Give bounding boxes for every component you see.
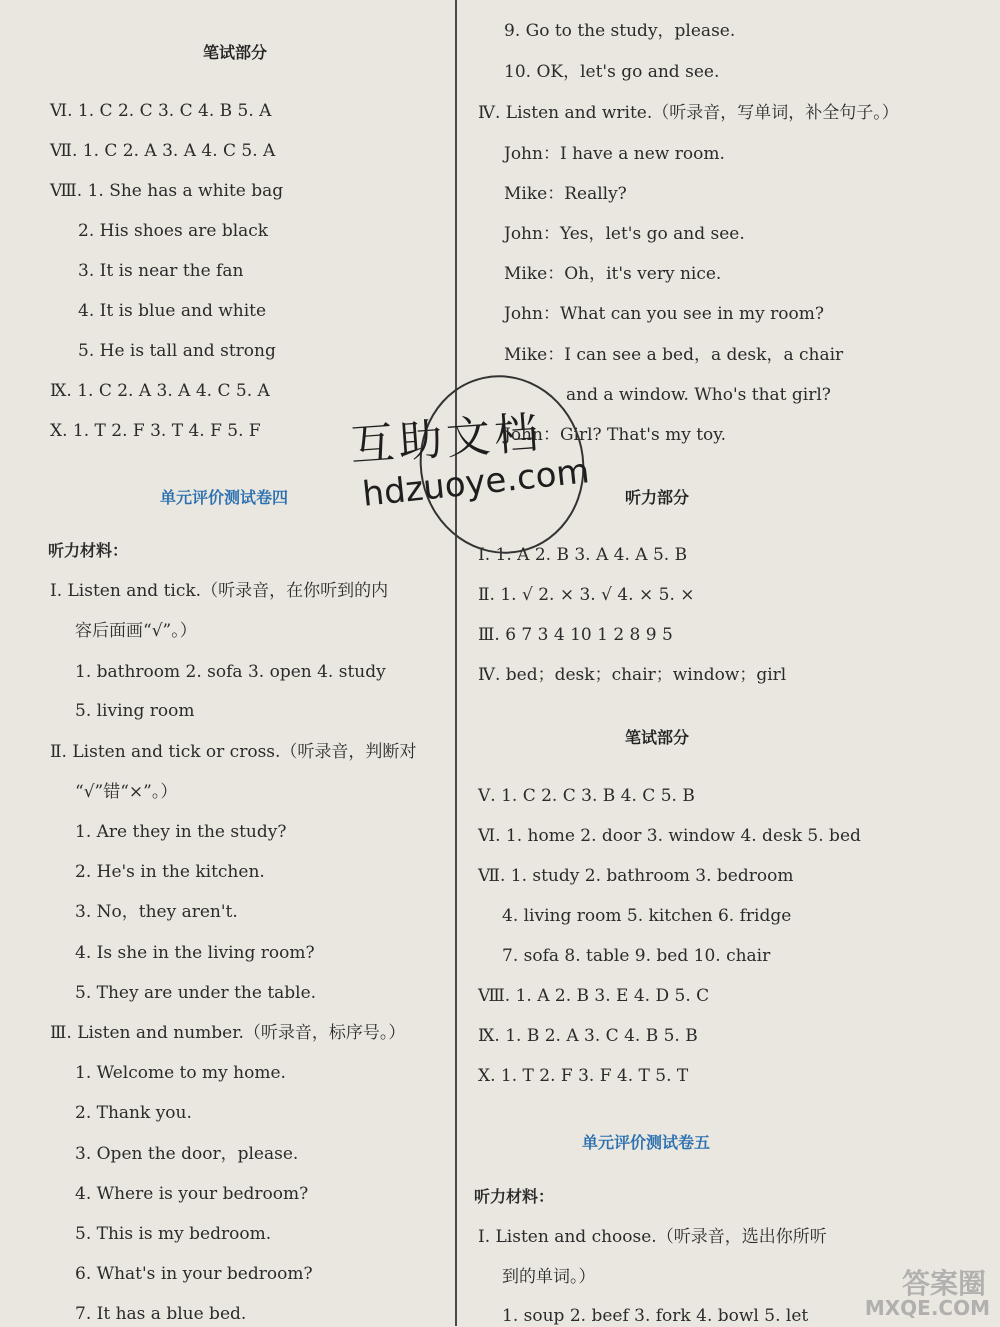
dialogue-line: John：Girl? That's my toy. xyxy=(504,425,727,445)
answer-line: Ⅵ. 1. C 2. C 3. C 4. B 5. A xyxy=(50,101,272,121)
listening-line: 容后面画“√”。） xyxy=(75,621,197,641)
listening-line: 6. What's in your bedroom? xyxy=(75,1264,313,1284)
listening-line: Ⅰ. Listen and tick.（听录音，在你听到的内 xyxy=(50,581,389,601)
answer-line: Ⅲ. 6 7 3 4 10 1 2 8 9 5 xyxy=(478,625,673,645)
watermark-cn-text: 互助文档 xyxy=(348,407,544,472)
listening-line: 5. They are under the table. xyxy=(75,983,317,1003)
listening-line: 3. No，they aren't. xyxy=(75,902,238,922)
listening-line: “√”错“×”。） xyxy=(75,782,178,802)
corner-logo-top: 答案圈 xyxy=(901,1267,986,1300)
dialogue-line: Mike：Oh，it's very nice. xyxy=(504,264,722,284)
answer-line: 4. living room 5. kitchen 6. fridge xyxy=(502,906,792,926)
listening-line: Ⅱ. Listen and tick or cross.（听录音，判断对 xyxy=(50,742,417,762)
answer-line: Ⅸ. 1. C 2. A 3. A 4. C 5. A xyxy=(50,381,270,401)
listening-line: Ⅰ. Listen and choose.（听录音，选出你所听 xyxy=(478,1227,827,1247)
written-section-heading: 笔试部分 xyxy=(203,43,268,62)
listening-line: 4. Where is your bedroom? xyxy=(75,1184,309,1204)
listening-line: 1. soup 2. beef 3. fork 4. bowl 5. let xyxy=(502,1306,809,1326)
listening-line: Ⅲ. Listen and number.（听录音，标序号。） xyxy=(50,1023,406,1043)
watermark-en-text: hdzuoye.com xyxy=(360,451,592,515)
listening-line: 4. Is she in the living room? xyxy=(75,943,315,963)
answer-line: Ⅹ. 1. T 2. F 3. F 4. T 5. T xyxy=(478,1066,689,1086)
listening-line: 5. This is my bedroom. xyxy=(75,1224,272,1244)
answer-line: Ⅹ. 1. T 2. F 3. T 4. F 5. F xyxy=(50,421,261,441)
answer-line: Ⅶ. 1. study 2. bathroom 3. bedroom xyxy=(478,866,794,886)
corner-logo-bottom: MXQE.COM xyxy=(864,1296,990,1320)
dialogue-line: John：I have a new room. xyxy=(504,144,725,164)
answer-line: 5. He is tall and strong xyxy=(78,341,276,361)
unit-title: 单元评价测试卷五 xyxy=(582,1133,711,1152)
answer-line: Ⅶ. 1. C 2. A 3. A 4. C 5. A xyxy=(50,141,276,161)
listening-line: 2. He's in the kitchen. xyxy=(75,862,265,882)
corner-site-logo xyxy=(844,1262,994,1322)
listening-line: 到的单词。） xyxy=(502,1267,596,1287)
answer-line: Ⅰ. 1. A 2. B 3. A 4. A 5. B xyxy=(478,545,688,565)
listening-line: 1. bathroom 2. sofa 3. open 4. study xyxy=(75,662,386,682)
answer-line: Ⅷ. 1. She has a white bag xyxy=(50,181,284,201)
listening-label: 听力材料： xyxy=(48,541,129,560)
answer-line: Ⅵ. 1. home 2. door 3. window 4. desk 5. bed xyxy=(478,826,861,846)
listening-line: 5. living room xyxy=(75,701,195,721)
listening-line: 3. Open the door，please. xyxy=(75,1144,299,1164)
dialogue-line: John：What can you see in my room? xyxy=(504,304,824,324)
answer-line: Ⅱ. 1. √ 2. × 3. √ 4. × 5. × xyxy=(478,585,695,605)
answer-line: 2. His shoes are black xyxy=(78,221,269,241)
listening-line: 1. Are they in the study? xyxy=(75,822,287,842)
listening-line: 7. It has a blue bed. xyxy=(75,1304,247,1324)
listening-section-heading: 听力部分 xyxy=(625,488,690,507)
listening-label: 听力材料： xyxy=(474,1187,555,1206)
column-divider xyxy=(455,0,457,1326)
answer-line: Ⅴ. 1. C 2. C 3. B 4. C 5. B xyxy=(478,786,695,806)
answer-line: 7. sofa 8. table 9. bed 10. chair xyxy=(502,946,771,966)
listening-line: 10. OK，let's go and see. xyxy=(504,62,720,82)
unit-title: 单元评价测试卷四 xyxy=(160,488,289,507)
dialogue-line: and a window. Who's that girl? xyxy=(566,385,831,405)
dialogue-line: John：Yes，let's go and see. xyxy=(504,224,745,244)
watermark-stamp xyxy=(340,375,600,535)
answer-line: 3. It is near the fan xyxy=(78,261,244,281)
dialogue-line: Mike：I can see a bed，a desk，a chair xyxy=(504,345,844,365)
answer-line: 4. It is blue and white xyxy=(78,301,267,321)
answer-line: Ⅷ. 1. A 2. B 3. E 4. D 5. C xyxy=(478,986,710,1006)
answer-line: Ⅸ. 1. B 2. A 3. C 4. B 5. B xyxy=(478,1026,698,1046)
listening-line: Ⅳ. Listen and write.（听录音，写单词，补全句子。） xyxy=(478,103,899,123)
listening-line: 1. Welcome to my home. xyxy=(75,1063,286,1083)
listening-line: 2. Thank you. xyxy=(75,1103,192,1123)
written-section-heading: 笔试部分 xyxy=(625,728,690,747)
listening-line: 9. Go to the study，please. xyxy=(504,21,736,41)
answer-line: Ⅳ. bed；desk；chair；window；girl xyxy=(478,665,787,685)
dialogue-line: Mike：Really? xyxy=(504,184,627,204)
